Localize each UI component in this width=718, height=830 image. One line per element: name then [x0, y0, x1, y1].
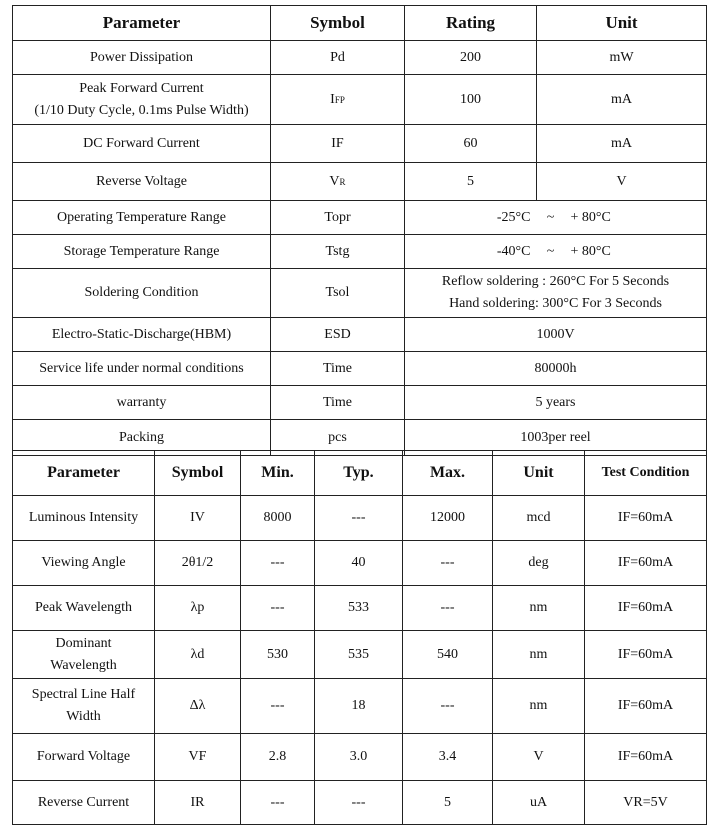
cell-unit: mA [537, 125, 707, 163]
header-typ: Typ. [315, 451, 403, 496]
parameter-line: Forward Voltage [36, 749, 131, 765]
cell-unit: uA [493, 781, 585, 825]
symbol-subscript: FP [334, 94, 345, 105]
cell-test-condition: IF=60mA [585, 679, 707, 734]
cell-unit: deg [493, 541, 585, 586]
absolute-max-ratings-table [12, 5, 707, 456]
table-row [13, 631, 707, 679]
cell-symbol: Tsol [271, 269, 405, 318]
cell-unit: mA [537, 75, 707, 125]
cell-parameter: Storage Temperature Range [13, 235, 271, 269]
table-row [13, 75, 707, 125]
electro-optical-characteristics-table [12, 450, 707, 825]
header-min: Min. [241, 451, 315, 496]
cell-value: 80000h [405, 352, 707, 386]
cell-symbol: λd [155, 631, 241, 679]
cell-symbol: Pd [271, 41, 405, 75]
parameter-line: Viewing Angle [41, 555, 126, 571]
cell-max: 540 [403, 631, 493, 679]
cell-symbol [271, 75, 405, 125]
cell-min: --- [241, 679, 315, 734]
cell-rating: 200 [405, 41, 537, 75]
range-separator: ~ [546, 209, 555, 225]
cell-min: 530 [241, 631, 315, 679]
cell-symbol: Time [271, 352, 405, 386]
header-unit: Unit [537, 6, 707, 41]
cell-parameter: Service life under normal conditions [13, 352, 271, 386]
range-max: + 80°C [570, 243, 611, 259]
parameter-line: Spectral Line Half [31, 687, 136, 703]
table-row [13, 41, 707, 75]
cell-symbol [271, 163, 405, 201]
table-row [13, 235, 707, 269]
cell-min: --- [241, 781, 315, 825]
cell-parameter: Packing [13, 420, 271, 456]
symbol-subscript: R [339, 176, 346, 187]
header-unit: Unit [493, 451, 585, 496]
cell-symbol: ESD [271, 318, 405, 352]
cell-max: --- [403, 541, 493, 586]
cell-range [405, 235, 707, 269]
cell-unit: nm [493, 631, 585, 679]
cell-symbol: IR [155, 781, 241, 825]
cell-value: 5 years [405, 386, 707, 420]
cell-symbol: Topr [271, 201, 405, 235]
cell-symbol: λp [155, 586, 241, 631]
header-row [13, 6, 707, 41]
cell-max: 5 [403, 781, 493, 825]
cell-typ: --- [315, 781, 403, 825]
table-row [13, 781, 707, 825]
cell-parameter [13, 734, 155, 781]
cell-typ: 535 [315, 631, 403, 679]
parameter-line: Dominant [55, 635, 112, 651]
cell-test-condition: VR=5V [585, 781, 707, 825]
header-symbol: Symbol [271, 6, 405, 41]
range-min: -40°C [496, 243, 531, 259]
cell-unit: mcd [493, 496, 585, 541]
soldering-line: Reflow soldering : 260°C For 5 Seconds [441, 274, 670, 290]
cell-unit: mW [537, 41, 707, 75]
cell-test-condition: IF=60mA [585, 541, 707, 586]
table-row [13, 125, 707, 163]
cell-symbol: Time [271, 386, 405, 420]
cell-max: 3.4 [403, 734, 493, 781]
soldering-line: Hand soldering: 300°C For 3 Seconds [449, 296, 662, 311]
cell-max: --- [403, 679, 493, 734]
table-row [13, 734, 707, 781]
table-row [13, 679, 707, 734]
cell-parameter [13, 541, 155, 586]
table-row [13, 541, 707, 586]
header-parameter: Parameter [13, 6, 271, 41]
cell-parameter: warranty [13, 386, 271, 420]
table-row [13, 496, 707, 541]
header-max: Max. [403, 451, 493, 496]
table-row [13, 586, 707, 631]
cell-typ: 533 [315, 586, 403, 631]
cell-min: --- [241, 586, 315, 631]
cell-unit: V [537, 163, 707, 201]
cell-symbol: Tstg [271, 235, 405, 269]
table-row [13, 163, 707, 201]
cell-test-condition: IF=60mA [585, 496, 707, 541]
cell-typ: 18 [315, 679, 403, 734]
parameter-line: (1/10 Duty Cycle, 0.1ms Pulse Width) [34, 102, 249, 118]
header-symbol: Symbol [155, 451, 241, 496]
cell-parameter: Operating Temperature Range [13, 201, 271, 235]
cell-parameter: Power Dissipation [13, 41, 271, 75]
cell-parameter [13, 781, 155, 825]
table-row [13, 269, 707, 318]
parameter-line: Peak Wavelength [35, 600, 132, 616]
cell-min: 8000 [241, 496, 315, 541]
cell-parameter [13, 679, 155, 734]
cell-symbol: IV [155, 496, 241, 541]
cell-unit: V [493, 734, 585, 781]
cell-test-condition: IF=60mA [585, 631, 707, 679]
parameter-line: Reverse Current [37, 794, 130, 810]
cell-test-condition: IF=60mA [585, 734, 707, 781]
cell-parameter: DC Forward Current [13, 125, 271, 163]
cell-max: 12000 [403, 496, 493, 541]
cell-rating: 5 [405, 163, 537, 201]
cell-typ: --- [315, 496, 403, 541]
cell-value: 1000V [405, 318, 707, 352]
cell-value: 1003per reel [405, 420, 707, 456]
table-row [13, 318, 707, 352]
range-max: + 80°C [570, 209, 611, 225]
cell-symbol: Δλ [155, 679, 241, 734]
symbol-main: I [330, 91, 335, 107]
cell-parameter: Reverse Voltage [13, 163, 271, 201]
cell-min: --- [241, 541, 315, 586]
cell-unit: nm [493, 679, 585, 734]
cell-rating: 100 [405, 75, 537, 125]
cell-min: 2.8 [241, 734, 315, 781]
cell-soldering [405, 269, 707, 318]
cell-range [405, 201, 707, 235]
cell-parameter: Soldering Condition [13, 269, 271, 318]
cell-parameter [13, 631, 155, 679]
table-row [13, 386, 707, 420]
parameter-line: Luminous Intensity [28, 510, 139, 526]
cell-unit: nm [493, 586, 585, 631]
table-row [13, 201, 707, 235]
symbol-main: V [329, 173, 340, 189]
cell-parameter [13, 586, 155, 631]
parameter-line: Peak Forward Current [79, 80, 204, 96]
parameter-line: Wavelength [50, 657, 117, 673]
header-row [13, 451, 707, 496]
range-min: -25°C [496, 209, 531, 225]
cell-symbol: IF [271, 125, 405, 163]
cell-rating: 60 [405, 125, 537, 163]
cell-symbol: 2θ1/2 [155, 541, 241, 586]
electrical-rows [13, 496, 707, 825]
cell-parameter [13, 496, 155, 541]
parameter-line: Width [66, 709, 101, 724]
header-test-condition: Test Condition [585, 451, 707, 496]
cell-max: --- [403, 586, 493, 631]
cell-symbol: VF [155, 734, 241, 781]
cell-parameter [13, 75, 271, 125]
cell-parameter: Electro-Static-Discharge(HBM) [13, 318, 271, 352]
range-separator: ~ [546, 243, 555, 259]
header-rating: Rating [405, 6, 537, 41]
cell-typ: 3.0 [315, 734, 403, 781]
cell-symbol: pcs [271, 420, 405, 456]
cell-typ: 40 [315, 541, 403, 586]
header-parameter: Parameter [13, 451, 155, 496]
cell-test-condition: IF=60mA [585, 586, 707, 631]
table-row [13, 352, 707, 386]
